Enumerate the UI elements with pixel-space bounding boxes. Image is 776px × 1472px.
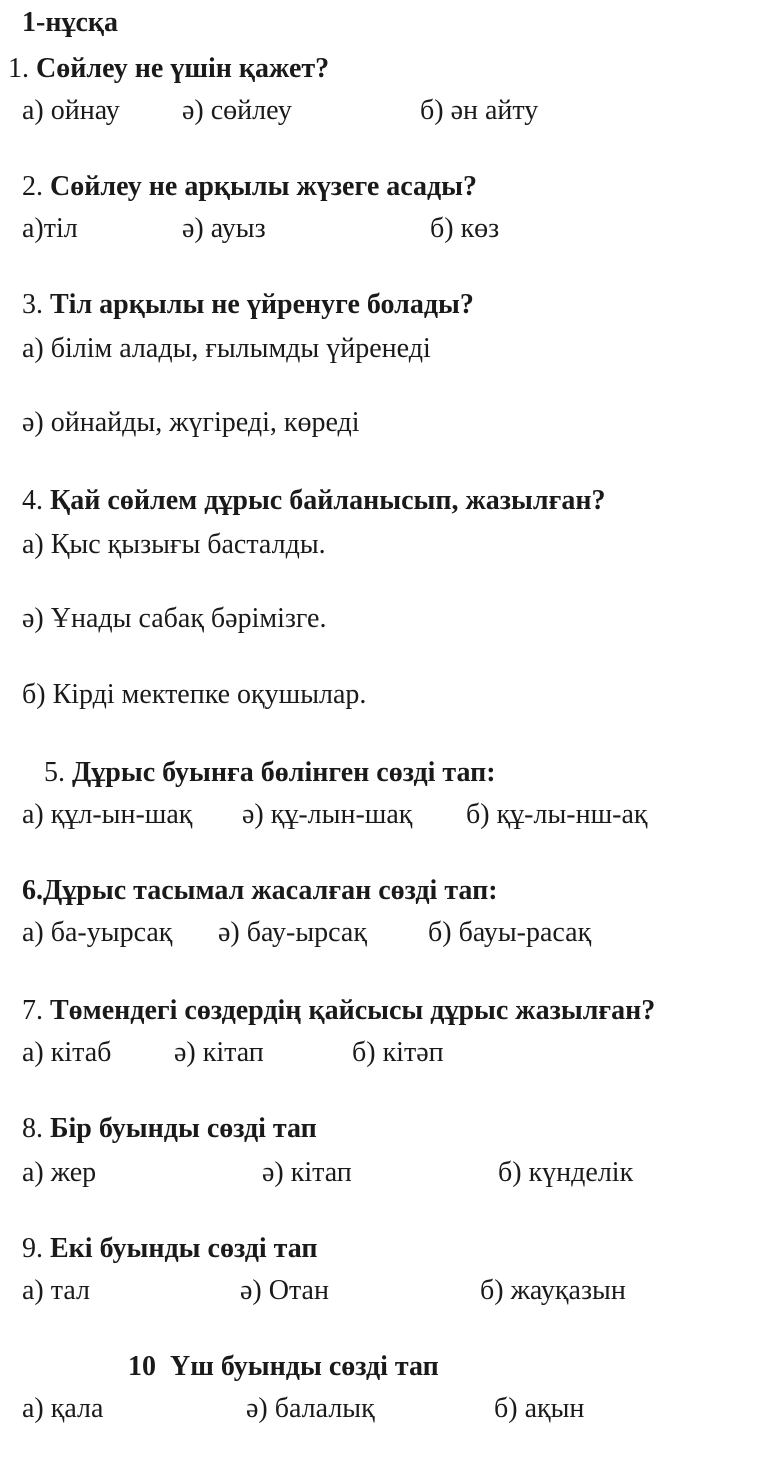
question-2 — [22, 170, 477, 204]
option-8a: а) жер — [22, 1157, 97, 1188]
option-9a: а) тал — [22, 1275, 90, 1306]
question-text: Қай сөйлем дұрыс байланысып, жазылған? — [50, 485, 606, 516]
question-number: 7. — [22, 995, 43, 1026]
option-1c: б) ән айту — [420, 95, 539, 126]
option-4b: ә) Ұнады сабақ бәрімізге. — [22, 603, 327, 634]
question-number: 9. — [22, 1233, 43, 1264]
option-1b: ә) сөйлеу — [182, 95, 292, 126]
option-8c: б) күнделік — [498, 1157, 634, 1188]
question-number: 3. — [22, 289, 43, 320]
option-6c: б) бауы-расақ — [428, 917, 592, 948]
question-text: Сөйлеу не арқылы жүзеге асады? — [50, 171, 478, 202]
question-text: Үш буынды сөзді тап — [170, 1351, 439, 1382]
option-2a: а)тіл — [22, 213, 78, 244]
variant-title: 1-нұсқа — [22, 7, 119, 38]
question-3 — [22, 288, 474, 322]
question-number: 10 — [128, 1351, 156, 1382]
question-6 — [22, 874, 498, 908]
question-number: 4. — [22, 485, 43, 516]
question-text: Дұрыс тасымал жасалған сөзді тап: — [43, 875, 498, 906]
option-7c: б) кітәп — [352, 1037, 444, 1068]
question-number: 8. — [22, 1113, 43, 1144]
question-1 — [8, 52, 329, 86]
option-10a: а) қала — [22, 1393, 104, 1424]
option-4c: б) Кірді мектепке оқушылар. — [22, 679, 367, 710]
option-9c: б) жауқазын — [480, 1275, 626, 1306]
option-4a: а) Қыс қызығы басталды. — [22, 529, 326, 560]
question-8 — [22, 1112, 317, 1146]
question-number: 5. — [44, 757, 65, 788]
question-text: Дұрыс буынға бөлінген сөзді тап: — [72, 757, 496, 788]
option-3b: ә) ойнайды, жүгіреді, көреді — [22, 407, 360, 438]
option-10b: ә) балалық — [246, 1393, 375, 1424]
question-10 — [128, 1350, 439, 1384]
option-7b: ә) кітап — [174, 1037, 264, 1068]
question-number: 1. — [8, 53, 29, 84]
option-10c: б) ақын — [494, 1393, 585, 1424]
option-6b: ә) бау-ырсақ — [218, 917, 367, 948]
question-4 — [22, 484, 605, 518]
question-number: 2. — [22, 171, 43, 202]
option-2c: б) көз — [430, 213, 500, 244]
option-8b: ә) кітап — [262, 1157, 352, 1188]
question-9 — [22, 1232, 318, 1266]
option-6a: а) ба-уырсақ — [22, 917, 173, 948]
option-3a: а) білім алады, ғылымды үйренеді — [22, 333, 431, 364]
question-text: Екі буынды сөзді тап — [50, 1233, 318, 1264]
option-5a: а) құл-ын-шақ — [22, 799, 193, 830]
question-7 — [22, 994, 655, 1028]
option-5b: ә) құ-лын-шақ — [242, 799, 413, 830]
question-5 — [44, 756, 496, 790]
question-text: Тіл арқылы не үйренуге болады? — [50, 289, 474, 320]
question-text: Бір буынды сөзді тап — [50, 1113, 317, 1144]
question-text: Төмендегі сөздердің қайсысы дұрыс жазылған? — [50, 995, 656, 1026]
option-1a: а) ойнау — [22, 95, 120, 126]
option-7a: а) кітаб — [22, 1037, 112, 1068]
question-number: 6. — [22, 875, 43, 906]
option-9b: ә) Отан — [240, 1275, 329, 1306]
question-text: Сөйлеу не үшін қажет? — [36, 53, 330, 84]
option-5c: б) құ-лы-нш-ақ — [466, 799, 648, 830]
option-2b: ә) ауыз — [182, 213, 266, 244]
